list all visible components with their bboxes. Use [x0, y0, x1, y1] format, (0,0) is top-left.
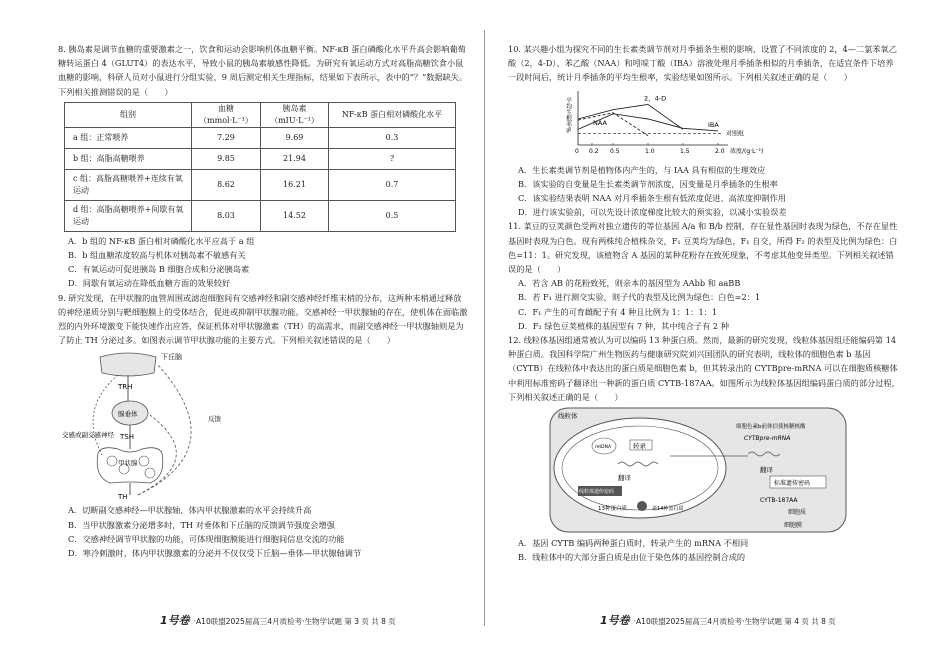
cytb-desc-label: 细胞色素b前体信使核糖核酸	[736, 424, 806, 431]
table-cell: 0.7	[329, 169, 456, 200]
q8-option-c: C．有氧运动可促进胰岛 B 细胞合成和分泌胰岛素	[68, 264, 250, 275]
table-row	[65, 169, 456, 200]
table-header: NF-κB 蛋白相对磷酸化水平	[329, 102, 456, 127]
x-tick-label: 0.5	[610, 147, 620, 155]
series-label: IBA	[708, 120, 719, 129]
q8-option-d: D．间歇有氧运动在降低血糖方面的效果较好	[68, 278, 231, 289]
q9-option-a: A．切断副交感神经—甲状腺轴，体内甲状腺激素的水平会持续升高	[68, 505, 312, 516]
x-tick-label: 2.0	[715, 147, 725, 155]
q11-option-d: D．F₂ 绿色豆荚植株的基因型有 7 种，其中纯合子有 2 种	[518, 320, 729, 331]
footer-text: ·A10联盟2025届高三4月质检考·生物学试题 第 3 页 共 8 页	[193, 617, 396, 626]
feedback-label: 反馈	[208, 415, 221, 424]
table-cell: 0.5	[329, 200, 456, 231]
hypothalamus-label: 下丘脑	[161, 353, 182, 362]
table-cell: d 组：高脂高糖喂养+间歇有氧运动	[65, 200, 192, 231]
footer-right	[600, 612, 836, 628]
q12-stem: 12. 线粒体基因组通常被认为可以编码 13 种蛋白质。然而，最新的研究发现，线粒体基因组还能编码第 14 种蛋白质。我国科学院广州生物医药与健康研究院刘兴国团队的研究表明，线粒体的细胞色素 b 基因（CYTB）在线粒体中表达出的蛋白质是细胞色素 b，但其转录出的 CYTBpre-mRNA 可以在细胞质核糖体中利用标准密码子翻译出一种新的蛋白质 CYTB-187AA。如图所示为线粒体基因组编码蛋白质的部分过程，下列相关叙述正确的是（ ）	[508, 335, 900, 402]
q11-option-b: B．若 F₁ 进行测交实验，则子代的表型及比例为绿色：白色=2：1	[518, 292, 761, 303]
q11-option-a: A．若含 AB 的花粉致死，则亲本的基因型为 AAbb 和 aaBB	[518, 278, 741, 289]
q10-option-b: B．该实验的自变量是生长素类调节剂浓度，因变量是月季插条的生根率	[518, 178, 778, 189]
rooting-rate-chart	[508, 87, 778, 161]
x-tick-label: 0	[575, 147, 579, 155]
x-axis-label: 浓度/(g·L⁻¹)	[730, 147, 764, 155]
mito-protein-figure	[548, 406, 848, 534]
footer-text: ·A10联盟2025届高三4月质检考·生物学试题 第 4 页 共 8 页	[633, 617, 836, 626]
q8-option-a: A．b 组的 NF-κB 蛋白相对磷酸化水平应高于 a 组	[68, 235, 255, 246]
table-cell: 8.03	[192, 200, 261, 231]
table-cell: 16.21	[260, 169, 328, 200]
table-cell: 9.85	[192, 148, 261, 169]
brand-logo: 1号卷	[160, 614, 190, 627]
cytb187-label: CYTB-187AA	[760, 497, 798, 505]
table-cell: 8.62	[192, 169, 261, 200]
footer-left	[160, 612, 396, 628]
transcription-label: 转录	[633, 442, 646, 451]
p14-label: 第14种蛋白质	[652, 506, 684, 513]
pituitary-label: 腺垂体	[118, 410, 138, 419]
mito-code-label: 线粒体遗传密码	[579, 489, 615, 496]
p13-label: 13种蛋白质	[598, 506, 627, 513]
y-axis-label: 平均生根率%	[564, 96, 572, 133]
q11-stem: 11. 菜豆的豆荚颜色受两对独立遗传的等位基因 A/a 和 B/b 控制，存在显性基因时表现为绿色，不存在显性基因时表现为白色。现有两株纯合植株杂交，F₁ 豆荚均为绿色，F₁ 自交，所得 F₂ 的表型及比例为绿色：白色=11：1。研究发现，该植物含 A 基因的某种花粉存在致死现象，不考虑其他变异类型。下列相关叙述错误的是（ ）	[508, 221, 898, 275]
table-cell: 0.3	[329, 127, 456, 148]
table-cell: a 组：正常喂养	[65, 127, 192, 148]
q10-stem: 10. 某兴趣小组为探究不同的生长素类调节剂对月季插条生根的影响，设置了不同浓度的 2，4—二氯苯氧乙酸（2，4-D）、苯乙酸（NAA）和吲哚丁酸（IBA）溶液处理月季插条相似的月季插条，在适宜条件下培养一段时间后，统计月季插条的平均生根率，实验结果如图所示。下列相关叙述正确的是（ ）	[508, 44, 897, 83]
thyroid-label: 甲状腺	[118, 459, 138, 468]
thyroid-regulation-figure	[58, 349, 268, 501]
table-cell: c 组：高脂高糖喂养+连续有氧运动	[65, 169, 192, 200]
q8-option-b: B．b 组血糖浓度较高与机体对胰岛素不敏感有关	[68, 250, 246, 261]
nerve-label: 交感或副交感神经	[62, 431, 114, 440]
tsh-label: TSH	[120, 433, 134, 442]
table-header: 胰岛素（mIU·L⁻¹）	[260, 102, 328, 127]
table-cell: 14.52	[260, 200, 328, 231]
q9-option-b: B．当甲状腺激素分泌增多时，TH 对垂体和下丘脑的反馈调节强度会增强	[68, 519, 335, 530]
left-column	[58, 42, 468, 560]
x-tick-label: 1.5	[680, 147, 690, 155]
cytosol-label: 细胞质	[788, 509, 807, 517]
q11-option-c: C．F₁ 产生的可育雌配子有 4 种且比例为 1：1：1：1	[518, 306, 718, 317]
q12-option-b: B．线粒体中的大部分蛋白质是由位于染色体的基因控制合成的	[518, 552, 746, 563]
translation-label: 翻译	[618, 474, 631, 483]
q9-option-d: D．寒冷刺激时，体内甲状腺激素的分泌并不仅仅受下丘脑—垂体—甲状腺轴调节	[68, 548, 362, 559]
x-tick-label: 1.0	[645, 147, 655, 155]
table-cell: ?	[329, 148, 456, 169]
table-header: 血糖（mmol·L⁻¹）	[192, 102, 261, 127]
mtdna-label: mtDNA	[595, 445, 612, 451]
control-label: 对照组	[726, 130, 745, 138]
q12-option-a: A．基因 CYTB 编码两种蛋白质时，转录产生的 mRNA 不相同	[518, 538, 749, 549]
table-cell: b 组：高脂高糖喂养	[65, 148, 192, 169]
table-header: 组别	[65, 102, 192, 127]
mito-label: 线粒体	[558, 412, 578, 421]
hypothalamus-shape	[100, 353, 156, 376]
x-tick-label: 0.2	[589, 147, 599, 155]
q10-option-c: C．该实验结果表明 NAA 对月季插条生根有低浓度促进、高浓度抑制作用	[518, 193, 786, 204]
cytb-mrna-label: CYTBpre-mRNA	[744, 435, 791, 443]
table-row	[65, 148, 456, 169]
brand-logo: 1号卷	[600, 614, 630, 627]
th-label: TH	[118, 493, 128, 502]
q9-option-c: C．交感神经调节甲状腺的功能，可体现细胞膜能进行细胞间信息交流的功能	[68, 533, 345, 544]
translation2-label: 翻译	[760, 466, 773, 475]
standard-code-label: 标准遗传密码	[774, 480, 811, 488]
q8-stem: 8. 胰岛素是调节血糖的重要激素之一，饮食和运动会影响机体血糖平衡。NF-κB 蛋白磷酸化水平升高会影响葡萄糖转运蛋白 4（GLUT4）的表达水平，导致小鼠的胰岛素敏感性降低。为研究有氧运动方式对高脂高糖饮食小鼠血糖的影响，科研人员对小鼠进行分组实验，9 周后测定相关生理指标，结果如下表所示，表中的“？”数据缺失。下列相关推测错误的是（ ）	[58, 44, 468, 97]
table-header-row	[65, 102, 456, 127]
trh-label: TRH	[118, 383, 133, 392]
column-divider	[484, 30, 485, 626]
q10-option-a: A．生长素类调节剂是植物体内产生的，与 IAA 具有相似的生理效应	[518, 164, 766, 175]
membrane-label: 细胞膜	[784, 522, 803, 530]
table-row	[65, 127, 456, 148]
table-row	[65, 200, 456, 231]
series-label: NAA	[593, 118, 607, 127]
right-column	[508, 42, 900, 564]
table-cell: 9.69	[260, 127, 328, 148]
q8-table	[64, 102, 456, 232]
table-cell: 7.29	[192, 127, 261, 148]
q9-stem: 9. 研究发现，在甲状腺的血管周围或滤泡细胞间有交感神经和副交感神经纤维末梢的分布，这两种末梢通过释放的神经递质分别与靶细胞膜上的受体结合，促进或抑制甲状腺功能。交感神经一甲状腺轴的存在，使机体在面临激烈的内外环境激变下能快速作出应答，保证机体对甲状腺激素（TH）的高需求，而副交感神经一甲状腺轴则是为了防止 TH 分泌过多。如图表示调节甲状腺功能的主要方式。下列相关叙述错误的是（ ）	[58, 292, 468, 346]
protein-blob	[637, 501, 647, 511]
series-label: 2，4-D	[644, 94, 667, 103]
q10-option-d: D．进行该实验前，可以先设计浓度梯度比较大的预实验，以减小实验误差	[518, 207, 787, 218]
table-cell: 21.94	[260, 148, 328, 169]
